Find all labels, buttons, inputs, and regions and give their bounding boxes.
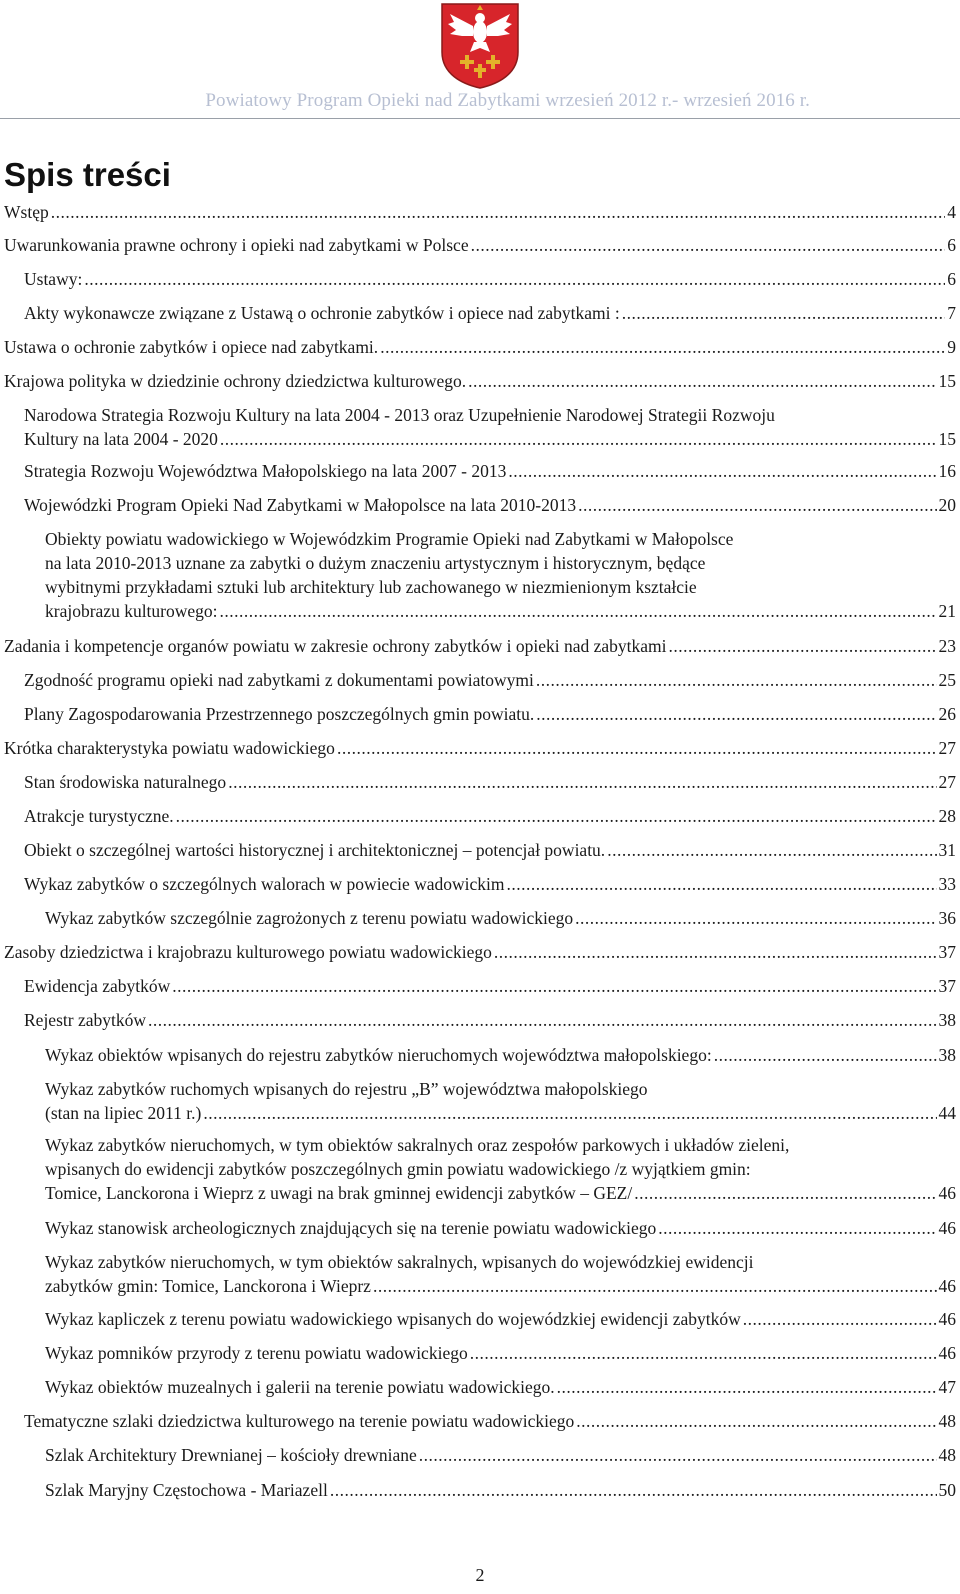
toc-entry[interactable]	[45, 1478, 956, 1502]
dot-leader	[634, 1181, 936, 1205]
dot-leader	[203, 1101, 936, 1125]
toc-entry-text: Wstęp	[4, 202, 49, 222]
toc-entry-text: Wykaz obiektów muzealnych i galerii na terenie powiatu wadowickiego.	[45, 1377, 555, 1397]
toc-entry-text: Ustawy:	[24, 269, 83, 289]
toc-entry-text: Szlak Maryjny Częstochowa - Mariazell	[45, 1480, 328, 1500]
toc-entry[interactable]	[45, 1307, 956, 1331]
toc-entry[interactable]	[45, 1375, 956, 1399]
toc-entry-text: Szlak Architektury Drewnianej – kościoły drewniane	[45, 1445, 417, 1465]
toc-page-number: 37	[938, 976, 956, 996]
toc-entry-text: Strategia Rozwoju Województwa Małopolskiego na lata 2007 - 2013	[24, 461, 507, 481]
toc-page-number: 15	[938, 429, 956, 449]
toc-page-number: 16	[938, 461, 956, 481]
toc-page-number: 48	[938, 1411, 956, 1431]
dot-leader	[419, 1443, 937, 1467]
toc-page-number: 31	[938, 840, 956, 860]
toc-page-number: 7	[947, 303, 956, 323]
toc-entry-text: (stan na lipiec 2011 r.)	[45, 1103, 202, 1123]
toc-entry-text: Ewidencja zabytków	[24, 976, 171, 996]
toc-entry-text: Wykaz zabytków ruchomych wpisanych do rejestru „B” województwa małopolskiego	[45, 1079, 648, 1099]
toc-page-number: 6	[947, 269, 956, 289]
dot-leader	[575, 906, 936, 930]
toc-page-number: 33	[938, 874, 956, 894]
toc-entry[interactable]	[45, 527, 956, 623]
dot-leader	[578, 493, 936, 517]
toc-entry[interactable]	[24, 702, 956, 726]
toc-entry[interactable]	[45, 1133, 956, 1205]
toc-entry[interactable]	[24, 804, 956, 828]
dot-leader	[470, 1341, 937, 1365]
toc-page-number: 50	[938, 1480, 956, 1500]
dot-leader	[607, 838, 936, 862]
toc-entry[interactable]	[24, 668, 956, 692]
toc-entry-text: Wykaz zabytków o szczególnych walorach w powiecie wadowickim	[24, 874, 505, 894]
toc-entry[interactable]	[45, 1250, 956, 1298]
toc-entry-text: Wojewódzki Program Opieki Nad Zabytkami w Małopolsce na lata 2010-2013	[24, 495, 577, 515]
toc-entry[interactable]	[45, 1443, 956, 1467]
toc-page-number: 46	[938, 1218, 956, 1238]
dot-leader	[669, 634, 937, 658]
dot-leader	[507, 872, 937, 896]
toc-title: Spis treści	[4, 156, 171, 193]
dot-leader	[51, 200, 946, 224]
dot-leader	[468, 369, 936, 393]
dot-leader	[176, 804, 937, 828]
toc-entry-text: Zadania i kompetencje organów powiatu w zakresie ochrony zabytków i opieki nad zabytkami	[4, 636, 667, 656]
dot-leader	[148, 1008, 937, 1032]
dot-leader	[330, 1478, 937, 1502]
toc-page-number: 47	[938, 1377, 956, 1397]
toc-entry-text: zabytków gmin: Tomice, Lanckorona i Wieprz	[45, 1276, 371, 1296]
toc-entry[interactable]	[24, 1409, 956, 1433]
toc-page-number: 46	[938, 1343, 956, 1363]
toc-entry-text: Akty wykonawcze związane z Ustawą o ochronie zabytków i opiece nad zabytkami :	[24, 303, 620, 323]
toc-entry[interactable]	[4, 736, 956, 760]
toc-entry-text: wpisanych do ewidencji zabytków poszczególnych gmin powiatu wadowickiego /z wyjątkiem gmin:	[45, 1159, 751, 1179]
toc-entry-text: Rejestr zabytków	[24, 1010, 146, 1030]
toc-entry[interactable]	[4, 369, 956, 393]
dot-leader	[228, 770, 936, 794]
toc-entry[interactable]	[45, 1043, 956, 1067]
dot-leader	[714, 1043, 937, 1067]
toc-page-number: 25	[938, 670, 956, 690]
toc-entry-text: Tematyczne szlaki dziedzictwa kulturowego na terenie powiatu wadowickiego	[24, 1411, 575, 1431]
toc-entry-text: wybitnymi przykładami sztuki lub architektury lub zachowanego w niezmienionym kształcie	[45, 577, 697, 597]
toc-entry[interactable]	[24, 838, 956, 862]
toc-page-number: 23	[938, 636, 956, 656]
document-running-header: Powiatowy Program Opieki nad Zabytkami wrzesień 2012 r.- wrzesień 2016 r.	[205, 90, 810, 111]
toc-entry-text: Narodowa Strategia Rozwoju Kultury na lata 2004 - 2013 oraz Uzupełnienie Narodowej Strategii Rozwoju	[24, 405, 775, 425]
dot-leader	[220, 427, 937, 451]
dot-leader	[220, 599, 937, 623]
toc-entry-text: krajobrazu kulturowego:	[45, 601, 218, 621]
toc-page-number: 37	[938, 942, 956, 962]
dot-leader	[622, 301, 946, 325]
dot-leader	[337, 736, 937, 760]
toc-page-number: 4	[947, 202, 956, 222]
toc-entry[interactable]	[4, 335, 956, 359]
toc-entry[interactable]	[24, 872, 956, 896]
dot-leader	[508, 459, 936, 483]
toc-page-number: 46	[938, 1309, 956, 1329]
toc-page-number: 38	[938, 1010, 956, 1030]
dot-leader	[380, 335, 945, 359]
toc-entry-text: Atrakcje turystyczne.	[24, 806, 174, 826]
toc-entry-text: Ustawa o ochronie zabytków i opiece nad zabytkami.	[4, 337, 379, 357]
dot-leader	[494, 940, 937, 964]
toc-entry-text: Kultury na lata 2004 - 2020	[24, 429, 218, 449]
toc-entry[interactable]	[24, 267, 956, 291]
dot-leader	[536, 668, 937, 692]
toc-entry[interactable]	[24, 1008, 956, 1032]
toc-entry[interactable]	[4, 634, 956, 658]
toc-entry[interactable]	[24, 493, 956, 517]
toc-entry-text: Wykaz zabytków nieruchomych, w tym obiektów sakralnych oraz zespołów parkowych i układów zieleni,	[45, 1135, 790, 1155]
toc-entry-text: Tomice, Lanckorona i Wieprz z uwagi na brak gminnej ewidencji zabytków – GEZ/	[45, 1183, 633, 1203]
dot-leader	[576, 1409, 936, 1433]
toc-entry-text: Obiekty powiatu wadowickiego w Wojewódzkim Programie Opieki nad Zabytkami w Małopolsce	[45, 529, 734, 549]
toc-page-number: 46	[938, 1183, 956, 1203]
toc-entry-text: Uwarunkowania prawne ochrony i opieki nad zabytkami w Polsce	[4, 235, 469, 255]
toc-entry-text: Krótka charakterystyka powiatu wadowickiego	[4, 738, 335, 758]
toc-entry-text: na lata 2010-2013 uznane za zabytki o dużym znaczeniu artystycznym i historycznym, będące	[45, 553, 706, 573]
dot-leader	[658, 1216, 936, 1240]
toc-entry-text: Obiekt o szczególnej wartości historycznej i architektonicznej – potencjał powiatu.	[24, 840, 606, 860]
coat-of-arms-icon	[440, 2, 520, 90]
toc-page-number: 38	[938, 1045, 956, 1065]
toc-entry[interactable]	[24, 974, 956, 998]
toc-page-number: 26	[938, 704, 956, 724]
toc-page-number: 6	[947, 235, 956, 255]
dot-leader	[557, 1375, 937, 1399]
dot-leader	[536, 702, 936, 726]
toc-entry[interactable]	[4, 200, 956, 224]
dot-leader	[172, 974, 936, 998]
toc-page-number: 15	[938, 371, 956, 391]
toc-page-number: 48	[938, 1445, 956, 1465]
toc-entry-text: Wykaz pomników przyrody z terenu powiatu wadowickiego	[45, 1343, 468, 1363]
toc-entry-text: Wykaz zabytków szczególnie zagrożonych z terenu powiatu wadowickiego	[45, 908, 574, 928]
dot-leader	[471, 233, 946, 257]
page-number: 2	[475, 1565, 485, 1585]
toc-entry[interactable]	[45, 1216, 956, 1240]
toc-page-number: 27	[938, 772, 956, 792]
toc-entry[interactable]	[45, 906, 956, 930]
toc-entry-text: Krajowa polityka w dziedzinie ochrony dziedzictwa kulturowego.	[4, 371, 467, 391]
dot-leader	[373, 1274, 937, 1298]
toc-page-number: 21	[938, 601, 956, 621]
toc-entry[interactable]	[24, 770, 956, 794]
dot-leader	[84, 267, 945, 291]
toc-page-number: 46	[938, 1276, 956, 1296]
toc-entry-text: Wykaz zabytków nieruchomych, w tym obiektów sakralnych, wpisanych do wojewódzkiej ewidencji	[45, 1252, 754, 1272]
toc-entry-text: Wykaz stanowisk archeologicznych znajdujących się na terenie powiatu wadowickiego	[45, 1218, 657, 1238]
toc-page-number: 20	[938, 495, 956, 515]
toc-entry[interactable]	[24, 459, 956, 483]
toc-entry-text: Plany Zagospodarowania Przestrzennego poszczególnych gmin powiatu.	[24, 704, 535, 724]
toc-entry[interactable]	[45, 1341, 956, 1365]
header-divider	[0, 118, 960, 119]
toc-page-number: 28	[938, 806, 956, 826]
toc-entry[interactable]	[4, 940, 956, 964]
dot-leader	[743, 1307, 937, 1331]
toc-entry-text: Zasoby dziedzictwa i krajobrazu kulturowego powiatu wadowickiego	[4, 942, 492, 962]
toc-entry-text: Wykaz kapliczek z terenu powiatu wadowickiego wpisanych do wojewódzkiej ewidencji zabytków	[45, 1309, 741, 1329]
toc-page-number: 27	[938, 738, 956, 758]
toc-page-number: 44	[938, 1103, 956, 1123]
toc-entry-text: Wykaz obiektów wpisanych do rejestru zabytków nieruchomych województwa małopolskiego:	[45, 1045, 712, 1065]
toc-entry-text: Zgodność programu opieki nad zabytkami z dokumentami powiatowymi	[24, 670, 534, 690]
toc-page-number: 36	[938, 908, 956, 928]
toc-entry[interactable]	[45, 1077, 956, 1125]
toc-entry[interactable]	[4, 233, 956, 257]
toc-entry-text: Stan środowiska naturalnego	[24, 772, 227, 792]
toc-entry[interactable]	[24, 403, 956, 451]
toc-page-number: 9	[947, 337, 956, 357]
toc-entry[interactable]	[24, 301, 956, 325]
